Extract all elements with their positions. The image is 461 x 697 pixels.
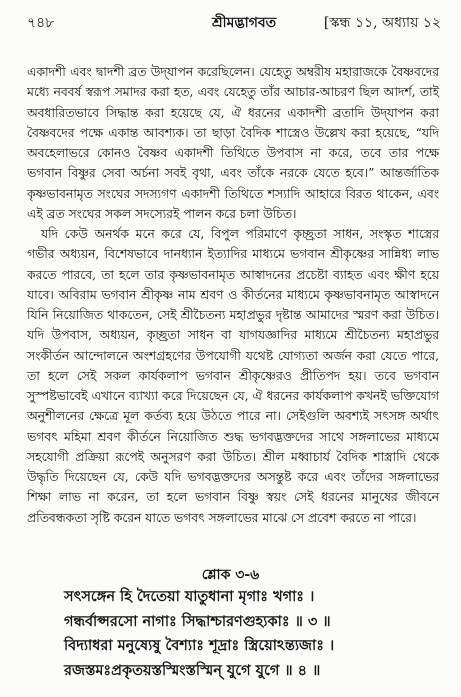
verse-line: গন্ধর্বাপ্সরসো নাগাঃ সিদ্ধাশ্চারণগুহ্যকাঃ ॥ ৩ ॥ <box>64 612 331 630</box>
page-number: ৭৪৮ <box>27 15 55 31</box>
canto-chapter: [স্কন্ধ ১১, অধ্যায় ১২ <box>323 15 441 31</box>
paragraph: একাদশী এবং দ্বাদশী ব্রত উদ্‌যাপন করেছিলেন। যেহেতু অম্বরীষ মহারাজকে বৈষ্ণবদের মধ্যে নববর্ষ স্বরূপ সমাদর করা হত, এবং যেহেতু তাঁর আচার-আচরণ ছিল আদর্শ, তাই অবধারিতভাবে সিদ্ধান্ত করা হয়েছে যে, ঐ ধরনের একাদশী ব্রতাদি উদ্‌যাপন করা বৈষ্ণবদের পক্ষে একান্ত আবশ্যক। তা ছাড়া বৈদিক শাস্ত্রেও উল্লেখ করা হয়েছে, “যদি অবহেলাভরে কোনও বৈষ্ণব একাদশী তিথিতে উপবাস না করে, তবে তার পক্ষে ভগবান বিষ্ণুর সেবা অর্চনা সবই বৃথা, এবং তাঁকে নরকে যেতে হবে।” আন্তর্জাতিক কৃষ্ণভাবনামৃত সংঘের সদস্যগণ একাদশী তিথিতে শস্যাদি আহারে বিরত থাকেন, এবং এই ব্রত সংঘের সকল সদস্যেরই পালন করে চলা উচিত। <box>27 65 439 221</box>
page-header <box>27 12 441 34</box>
verse-line: রজস্তমঃপ্রকৃতয়স্তস্মিংস্তস্মিন্‌ যুগে যুগে ॥ ৪ ॥ <box>64 661 321 679</box>
book-title: শ্রীমদ্ভাগবত <box>212 15 277 31</box>
verse-heading: শ্লোক ৩-৬ <box>201 567 260 583</box>
verse-line: বিদ্যাধরা মনুষ্যেষু বৈশ্যাঃ শূদ্রাঃ স্ত্রিয়োঽন্ত্যজাঃ । <box>64 637 335 654</box>
purport-text <box>27 62 439 528</box>
verse-line: সৎসঙ্গেন হি দৈতেয়া যাতুধানা মৃগাঃ খগাঃ । <box>64 588 315 605</box>
paragraph: যদি কেউ অনর্থক মনে করে যে, বিপুল পরিমাণে কৃচ্ছ্রতা সাধন, সংস্কৃত শাস্ত্রের গভীর অধ্যয়ন, বিশেষভাবে দানধ্যান ইত্যাদির মাধ্যমে ভগবান শ্রীকৃষ্ণের সান্নিধ্য লাভ করতে পারবে, তা হলে তার কৃষ্ণভাবনামৃত আস্বাদনের প্রচেষ্টা ব্যাহত এবং ক্ষীণ হয়ে যাবে। অবিরাম ভগবান শ্রীকৃষ্ণ নাম শ্রবণ ও কীর্তনের মাধ্যমে কৃষ্ণভাবনামৃত আস্বাদনে যিনি নিয়োজিত থাকতেন, সেই শ্রীচৈতন্য মহাপ্রভুর দৃষ্টান্ত আমাদের স্মরণ করা উচিত। যদি উপবাস, অধ্যয়ন, কৃচ্ছ্রতা সাধন বা যাগযজ্ঞাদির মাধ্যমে শ্রীচৈতন্য মহাপ্রভুর সংকীর্তন আন্দোলনে অংশগ্রহণের উপযোগী যথেষ্ট যোগ্যতা অর্জন করা যেতে পারে, তা হলে সেই সকল কার্যকলাপ ভগবান শ্রীকৃষ্ণেরও প্রীতিপদ হয়। তবে ভগবান সুস্পষ্টভাবেই এখানে ব্যাখ্যা করে দিয়েছেন যে, ঐ ধরনের কার্যকলাপ কখনই ভক্তিযোগ অনুশীলনের ক্ষেত্রে মূল কর্তব্য হয়ে উঠতে পারে না। সেইগুলি অবশ্যই সৎসঙ্গ অর্থাৎ ভগবৎ মহিমা শ্রবণ কীর্তনে নিয়োজিত শুদ্ধ ভগবদ্ভক্তদের সাথে সঙ্গলাভের মাধ্যমে সহযোগী প্রক্রিয়া রূপেই অনুসরণ করা উচিত। শ্রীল মধ্বাচার্য বৈদিক শাস্ত্রাদি থেকে উদ্ধৃতি দিয়েছেন যে, কেউ যদি ভগবদ্ভক্তদের অসন্তুষ্ট করে এবং তাঁদের সঙ্গলাভের শিক্ষা লাভ না করেন, তা হলে ভগবান বিষ্ণু স্বয়ং সেই ধরনের মানুষের জীবনে প্রতিবন্ধকতা সৃষ্টি করেন যাতে ভগবৎ সঙ্গলাভের মাঝে সে প্রবেশ করতে না পারে। <box>27 227 439 525</box>
sanskrit-verse <box>64 585 454 683</box>
